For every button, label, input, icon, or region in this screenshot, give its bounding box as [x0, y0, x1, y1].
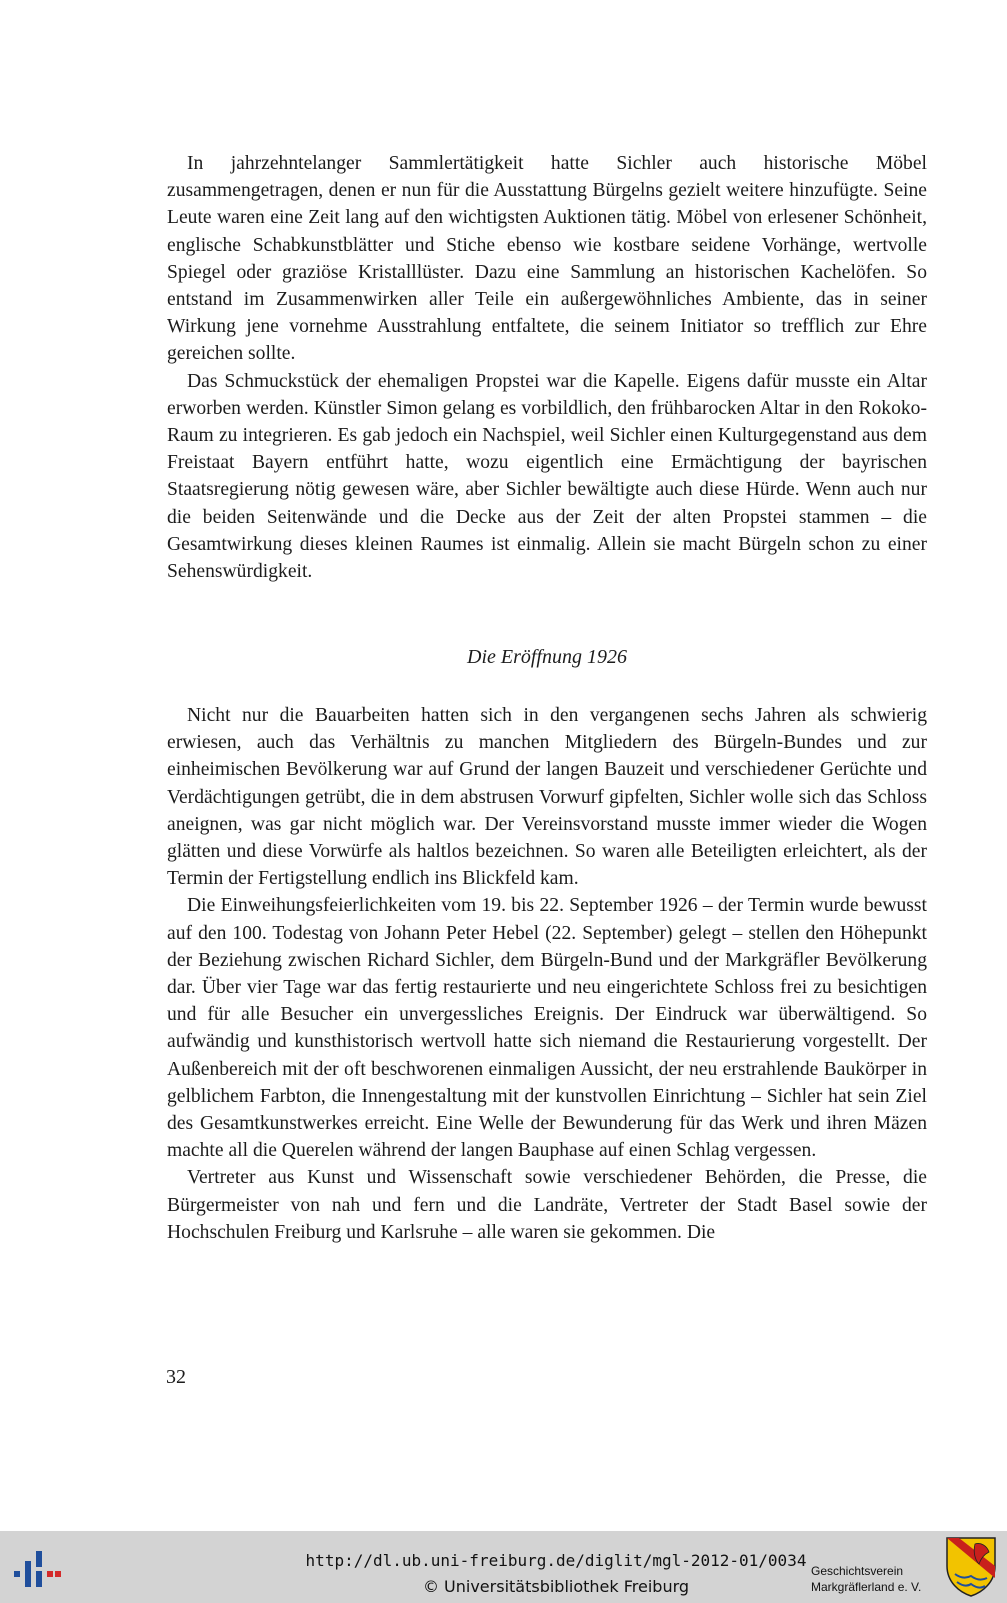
- paragraph: Nicht nur die Bauarbeiten hatten sich in den vergangenen sechs Jahren als schwierig erwiesen, auch das Verhältnis zu manchen Mitgliedern des Bürgeln-Bundes und zur einheimischen Bevölkerung war auf Grund der langen Bauzeit und verschiedener Gerüchte und Verdächtigungen getrübt, die in dem abstrusen Vorwurf gipfelten, Sichler wolle sich das Schloss aneignen, was gar nicht möglich war. Der Vereinsvorstand musste immer wieder die Wogen glätten und diese Vorwürfe als haltlos bezeichnen. So waren alle Beteiligten erleichtert, als der Termin der Fertigstellung endlich ins Blickfeld kam.: [167, 705, 927, 890]
- section-heading: Die Eröffnung 1926: [467, 646, 627, 668]
- footer-organization: [811, 1563, 951, 1595]
- footer-copyright: © Universitätsbibliothek Freiburg: [422, 1577, 690, 1596]
- org-name-line2: Markgräflerland e. V.: [811, 1580, 922, 1594]
- org-name-line1: Geschichtsverein: [811, 1564, 904, 1578]
- footer-bar: [0, 1531, 1007, 1603]
- paragraph: In jahrzehntelanger Sammlertätigkeit hatte Sichler auch historische Möbel zusammengetragen, denen er nun für die Ausstattung Bürgelns gezielt weitere hinzufügte. Seine Leute waren eine Zeit lang auf den wichtigsten Auktionen tätig. Möbel von erlesener Schönheit, englische Schabkunstblätter und Stiche ebenso wie kostbare seidene Vorhänge, wertvolle Spiegel oder graziöse Kristalllüster. Dazu eine Sammlung an historischen Kachelöfen. So entstand im Zusammenwirken aller Teile ein außergewöhnliches Ambiente, das in seiner Wirkung jene vornehme Ausstrahlung entfaltete, die seinem Initiator so trefflich zur Ehre gereichen sollte.: [167, 153, 927, 365]
- footer-url-link[interactable]: http://dl.ub.uni-freiburg.de/diglit/mgl-2012-01/0034: [305, 1551, 807, 1570]
- paragraph: Das Schmuckstück der ehemaligen Propstei war die Kapelle. Eigens dafür musste ein Altar erworben werden. Künstler Simon gelang es vorbildlich, den frühbarocken Altar in den Rokoko-Raum zu integrieren. Es gab jedoch ein Nachspiel, weil Sichler einen Kulturgegenstand aus dem Freistaat Bayern entführt hatte, wozu eigentlich eine Ermächtigung der bayrischen Staatsregierung nötig gewesen wäre, aber Sichler bewältigte auch diese Hürde. Wenn auch nur die beiden Seitenwände und die Decke aus der Zeit der alten Propstei stammen – die Gesamtwirkung dieses kleinen Raumes ist einmalig. Allein sie macht Bürgeln schon zu einer Sehenswürdigkeit.: [167, 370, 927, 583]
- coat-of-arms-icon: [945, 1536, 997, 1598]
- paragraph: Vertreter aus Kunst und Wissenschaft sowie verschiedener Behörden, die Presse, die Bürgermeister von nah und fern und die Landräte, Vertreter der Stadt Basel sowie der Hochschulen Freiburg und Karlsruhe – alle waren sie gekommen. Die: [167, 1167, 927, 1243]
- page-number: 32: [166, 1366, 186, 1388]
- paragraph: Die Einweihungsfeierlichkeiten vom 19. bis 22. September 1926 – der Termin wurde bewusst auf den 100. Todestag von Johann Peter Hebel (22. September) gelegt – stellen den Höhepunkt der Beziehung zwischen Richard Sichler, dem Bürgeln-Bund und der Markgräfler Bevölkerung dar. Über vier Tage war das fertig restaurierte und neu eingerichtete Schloss frei zu besichtigen und für alle Besucher ein unvergessliches Ereignis. Der Eindruck war überwältigend. So aufwändig und kunsthistorisch wertvoll hatte sich niemand die Restaurierung vorgestellt. Der Außenbereich mit der oft beschworenen einmaligen Aussicht, der neu erstrahlende Baukörper in gelblichem Farbton, die Innengestaltung mit der kunstvollen Einrichtung – Sichler hat sein Ziel des Gesamtkunstwerkes erreicht. Eine Welle der Bewunderung für das Werk und ihren Mäzen machte all die Querelen während der langen Bauphase auf einen Schlag vergessen.: [167, 895, 927, 1162]
- text-section-2: [167, 702, 927, 1246]
- text-section-1: [167, 150, 927, 585]
